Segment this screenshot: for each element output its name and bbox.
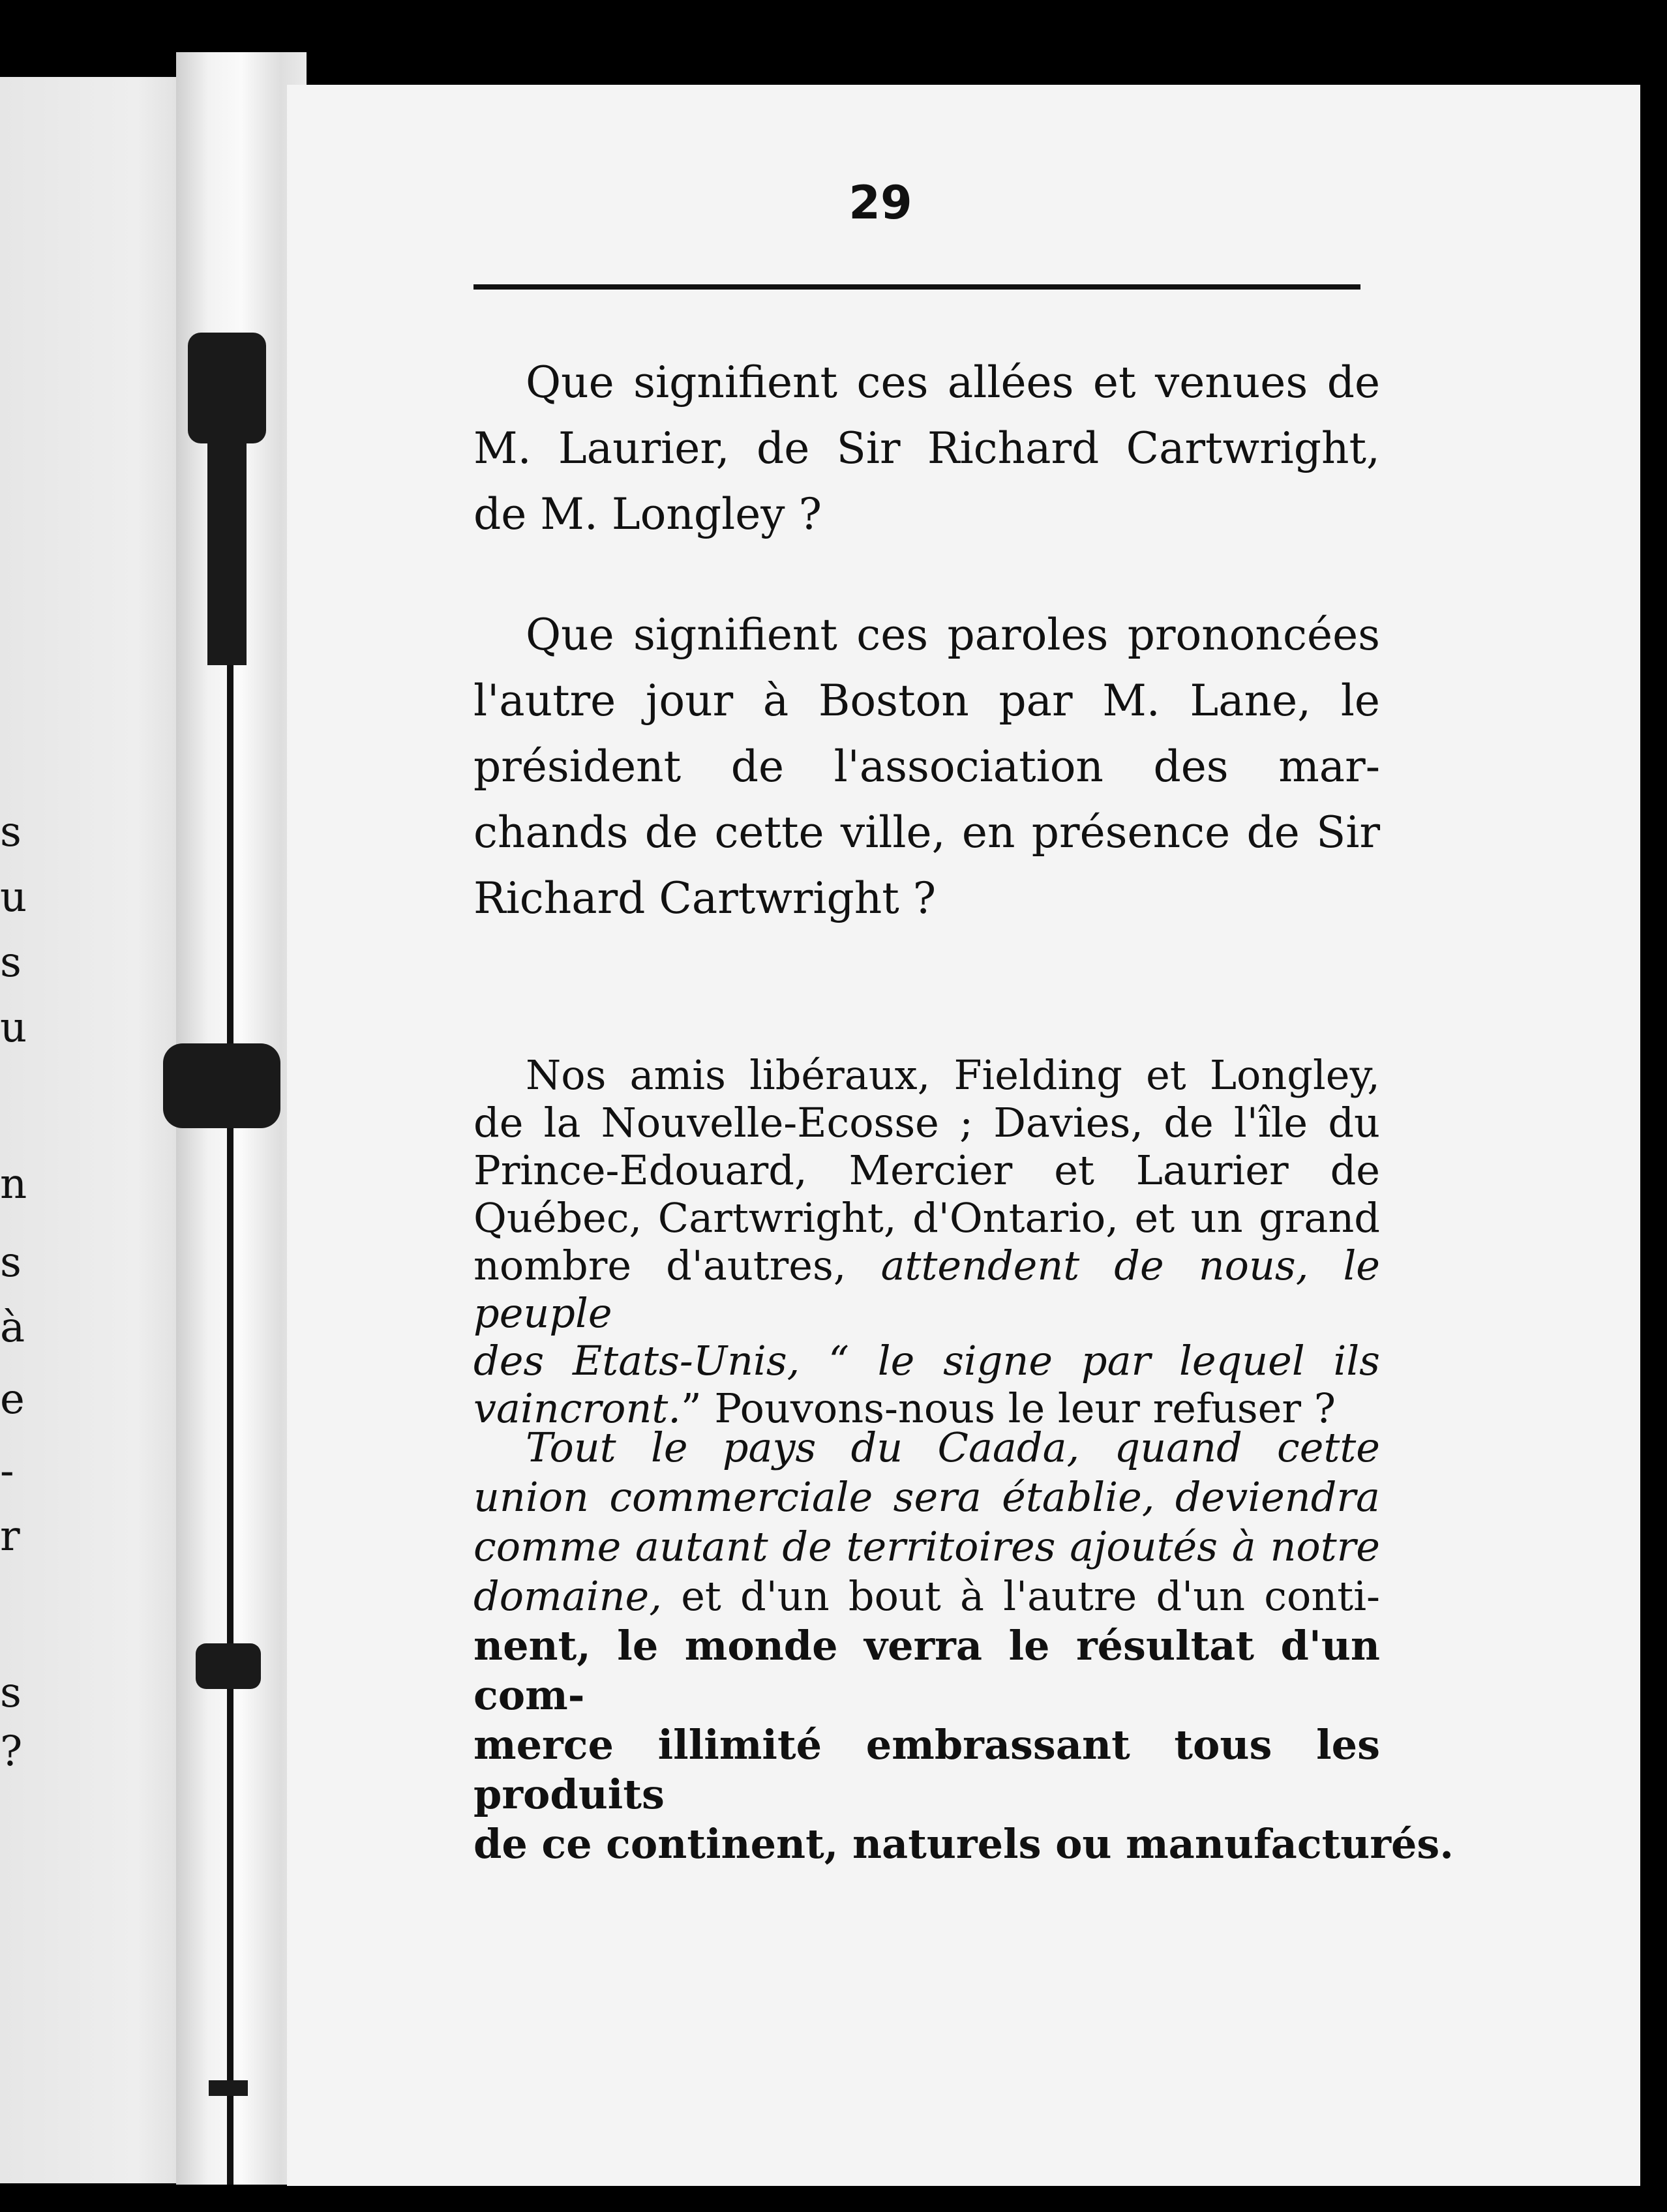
text-line: Tout le pays du Caada, quand cette bbox=[526, 1424, 1380, 1471]
text-line bbox=[473, 1572, 1380, 1621]
binding-stitch bbox=[188, 333, 266, 443]
left-page-letter: - bbox=[0, 1447, 14, 1495]
left-page-fragment bbox=[0, 77, 196, 2183]
binding-stitch bbox=[163, 1043, 280, 1128]
left-page-letter: à bbox=[0, 1304, 25, 1352]
text-line bbox=[473, 1337, 1380, 1384]
left-page-letter: ? bbox=[0, 1727, 23, 1776]
paragraph bbox=[473, 1051, 1380, 1432]
page-number: 29 bbox=[849, 176, 912, 230]
italic-span: “ le signe par lequel ils bbox=[828, 1337, 1380, 1384]
paragraph bbox=[473, 1423, 1454, 1869]
text-line: nent, le monde verra le résultat d'un com- bbox=[473, 1622, 1380, 1719]
left-page-letter: s bbox=[0, 808, 22, 856]
text-line: de M. Longley ? bbox=[473, 489, 822, 539]
text-line: merce illimité embrassant tous les produits bbox=[473, 1721, 1380, 1818]
text-line: comme autant de territoires ajoutés à notre bbox=[473, 1523, 1380, 1570]
text-line: président de l'association des mar- bbox=[473, 741, 1380, 792]
text-line: Que signifient ces paroles prononcées bbox=[526, 610, 1380, 660]
text-line: M. Laurier, de Sir Richard Cartwright, bbox=[473, 423, 1380, 473]
paragraph bbox=[473, 602, 1380, 931]
header-rule bbox=[473, 284, 1360, 290]
left-page-letter: u bbox=[0, 1004, 27, 1052]
binding-stitch bbox=[196, 1643, 261, 1689]
text-line: Nos amis libéraux, Fielding et Longley, bbox=[526, 1051, 1380, 1099]
left-page-letter: s bbox=[0, 938, 22, 987]
text-line: Prince-Edouard, Mercier et Laurier de bbox=[473, 1146, 1380, 1194]
text-line: Québec, Cartwright, d'Ontario, et un grand bbox=[473, 1194, 1380, 1242]
paragraph bbox=[473, 350, 1380, 547]
binding-thread bbox=[227, 639, 233, 2185]
text-line: union commerciale sera établie, deviendra bbox=[473, 1473, 1380, 1521]
text-span: ” Pouvons-nous le leur refuser ? bbox=[681, 1384, 1336, 1432]
italic-span: domaine, bbox=[473, 1572, 662, 1620]
text-line: Richard Cartwright ? bbox=[473, 873, 937, 923]
left-page-letter: r bbox=[0, 1512, 20, 1561]
text-span: nombre d'autres, bbox=[473, 1242, 847, 1289]
left-page-letter: s bbox=[0, 1669, 22, 1717]
book-page bbox=[287, 85, 1640, 2186]
left-page-letter: s bbox=[0, 1238, 22, 1287]
left-page-letter: n bbox=[0, 1160, 27, 1208]
text-span: et d'un bout à l'autre d'un conti- bbox=[681, 1572, 1380, 1620]
text-line bbox=[473, 1242, 1380, 1337]
left-page-letter: e bbox=[0, 1375, 25, 1424]
italic-span: vaincront. bbox=[473, 1384, 681, 1432]
binding-stitch bbox=[207, 443, 247, 665]
italic-span: attendent de nous, le peuple bbox=[473, 1242, 1380, 1337]
text-line: de ce continent, naturels ou manufacturés. bbox=[473, 1820, 1454, 1868]
italic-span: des Etats-Unis, bbox=[473, 1337, 800, 1384]
binding-stitch bbox=[209, 2080, 248, 2096]
text-line: de la Nouvelle-Ecosse ; Davies, de l'île du bbox=[473, 1099, 1380, 1146]
left-page-letter: u bbox=[0, 873, 27, 921]
text-line: l'autre jour à Boston par M. Lane, le bbox=[473, 676, 1380, 726]
text-line: Que signifient ces allées et venues de bbox=[526, 357, 1380, 408]
text-line: chands de cette ville, en présence de Sir bbox=[473, 807, 1380, 858]
